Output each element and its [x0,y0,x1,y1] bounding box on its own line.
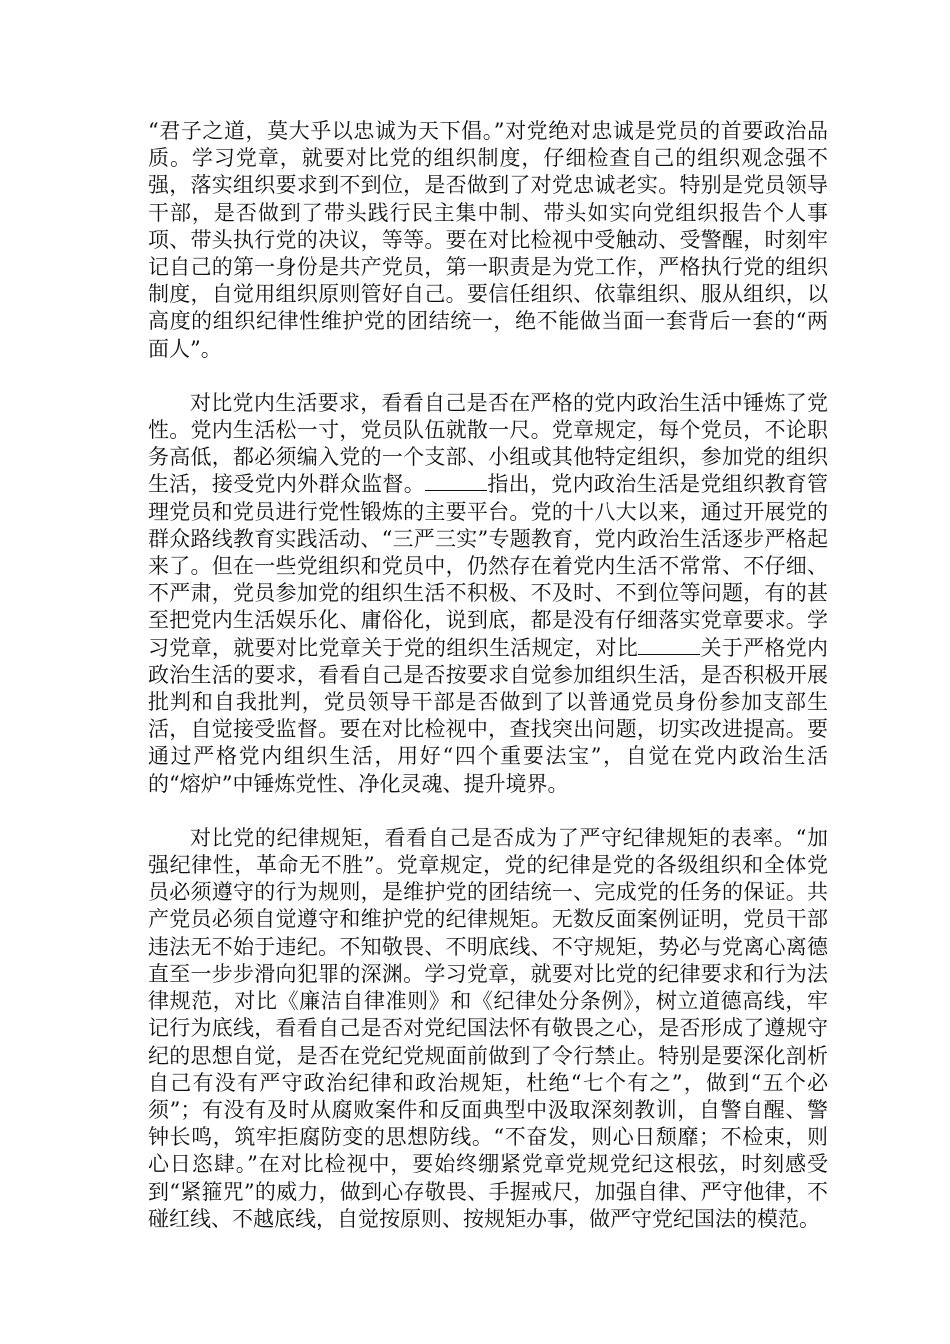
document-body [148,118,828,1260]
paragraph-loyalty [148,118,828,363]
paragraph-party-life [148,390,828,798]
paragraph-text: “君子之道，莫大乎以忠诚为天下倡。”对党绝对忠诚是党员的首要政治品质。学习党章，就要对比党的组织制度，仔细检查自己的组织观念强不强，落实组织要求到不到位，是否做到了对党忠诚老实。特别是党员领导干部，是否做到了带头践行民主集中制、带头如实向党组织报告个人事项、带头执行党的决议，等等。要在对比检视中受触动、受警醒，时刻牢记自己的第一身份是共产党员，第一职责是为党工作，严格执行党的组织制度，自觉用组织原则管好自己。要信任组织、依靠组织、服从组织，以高度的组织纪律性维护党的团结统一，绝不能做当面一套背后一套的“两面人”。 [148,119,828,361]
paragraph-text: 指出，党内政治生活是党组织教育管理党员和党员进行党性锻炼的主要平台。党的十八大以来，通过开展党的群众路线教育实践活动、“三严三实”专题教育，党内政治生活逐步严格起来了。但在一些党组织和党员中，仍然存在着党内生活不常常、不仔细、不严肃，党员参加党的组织生活不积极、不及时、不到位等问题，有的甚至把党内生活娱乐化、庸俗化，说到底，都是没有仔细落实党章要求。学习党章，就要对比党章关于党的组织生活规定，对比 [148,472,829,660]
fill-in-blank [425,472,487,491]
fill-in-blank [638,636,700,655]
paragraph-text: 对比党的纪律规矩，看看自己是否成为了严守纪律规矩的表率。“加强纪律性，革命无不胜”。党章规定，党的纪律是党的各级组织和全体党员必须遵守的行为规则，是维护党的团结统一、完成党的任务的保证。共产党员必须自觉遵守和维护党的纪律规矩。无数反面案例证明，党员干部违法无不始于违纪。不知敬畏、不明底线、不守规矩，势必与党离心离德直至一步步滑向犯罪的深渊。学习党章，就要对比党的纪律要求和行为法律规范，对比《廉洁自律准则》和《纪律处分条例》，树立道德高线，牢记行为底线，看看自己是否对党纪国法怀有敬畏之心，是否形成了遵规守纪的思想自觉，是否在党纪党规面前做到了令行禁止。特别是要深化剖析自己有没有严守政治纪律和政治规矩，杜绝“七个有之”，做到“五个必须”；有没有及时从腐败案件和反面典型中汲取深刻教训，自警自醒、警钟长鸣，筑牢拒腐防变的思想防线。“不奋发，则心日颓靡；不检束，则心日恣肆。”在对比检视中，要始终绷紧党章党规党纪这根弦，时刻感受到“紧箍咒”的威力，做到心存敬畏、手握戒尺，加强自律、严守他律，不碰红线、不越底线，自觉按原则、按规矩办事，做严守党纪国法的模范。 [148,825,828,1231]
paragraph-text: 关于严格党内政治生活的要求，看看自己是否按要求自觉参加组织生活，是否积极开展批判和自我批判，党员领导干部是否做到了以普通党员身份参加支部生活，自觉接受监督。要在对比检视中，查找突出问题，切实改进提高。要通过严格党内组织生活，用好“四个重要法宝”，自觉在党内政治生活的“熔炉”中锤炼党性、净化灵魂、提升境界。 [148,635,829,796]
paragraph-discipline [148,825,828,1233]
paragraph-text: 对比党内生活要求，看看自己是否在严格的党内政治生活中锤炼了党性。党内生活松一寸，党员队伍就散一尺。党章规定，每个党员，不论职务高低，都必须编入党的一个支部、小组或其他特定组织，参加党的组织生活，接受党内外群众监督。 [148,390,828,497]
